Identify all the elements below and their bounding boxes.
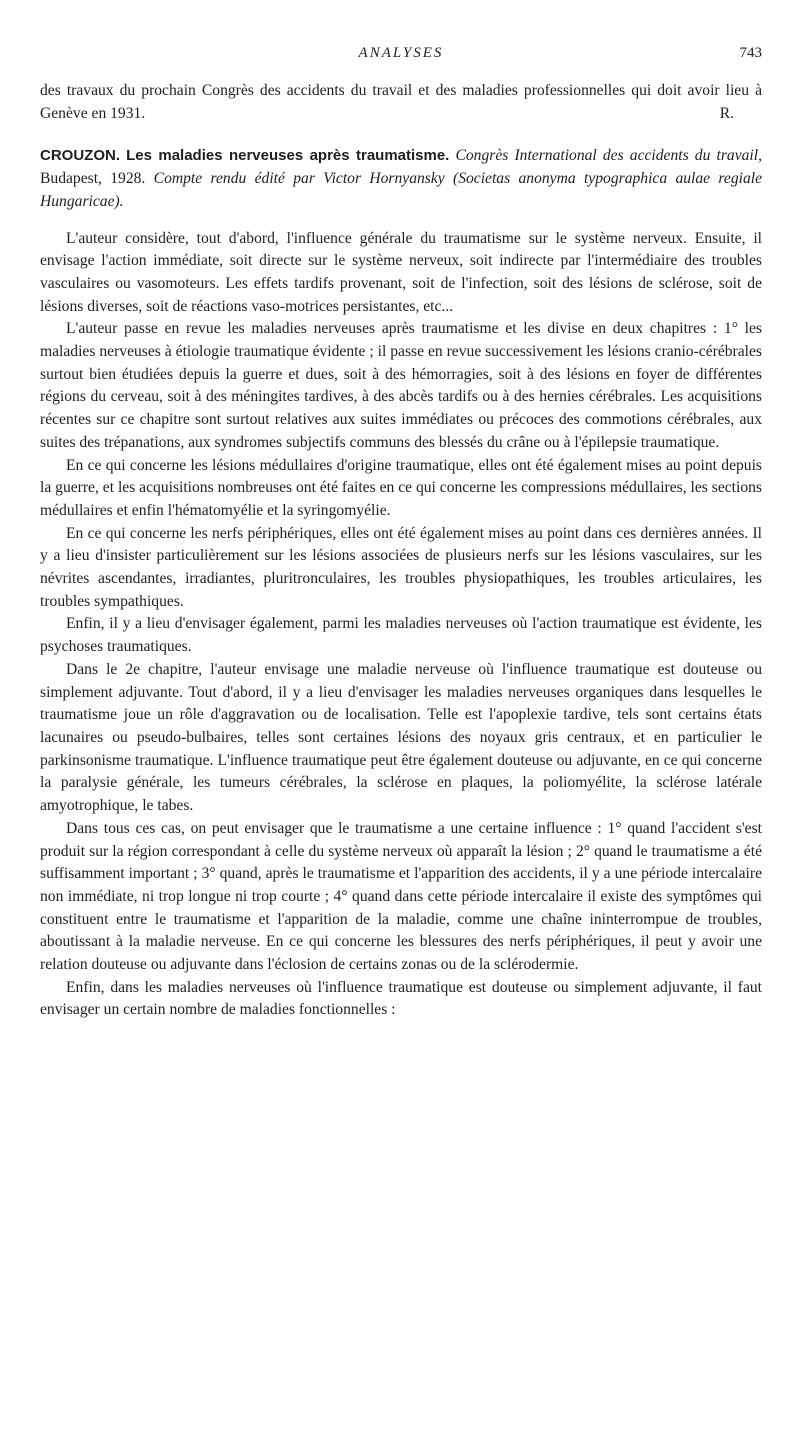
previous-review-text: des travaux du prochain Congrès des accidents du travail et des maladies professionnelles qui doit avoir lieu à Genève en 1931.: [40, 82, 762, 122]
page-number: 743: [739, 45, 762, 61]
page-header: [40, 40, 762, 66]
review-title: Les maladies nerveuses après traumatisme.: [126, 147, 450, 165]
paragraph-5: Enfin, il y a lieu d'envisager également, parmi les maladies nerveuses où l'action traumatique est évidente, les psychoses traumatiques.: [40, 615, 762, 656]
paragraph-7: Dans tous ces cas, on peut envisager que le traumatisme a une certaine influence : 1° quand l'accident s'est produit sur la région correspondant à celle du système nerveux où apparaît la lésion ; 2° quand le traumatisme a été suffisamment important ; 3° quand, après le traumatisme et l'apparition des accidents, il y a une période intercalaire non immédiate, ni trop longue ni trop courte ; 4° quand dans cette période intercalaire il existe des symptômes qui constituent entre le traumatisme et l'apparition de la maladie, comme une chaîne ininterrompue de troubles, aboutissant à la maladie nerveuse. En ce qui concerne les blessures des nerfs périphériques, il peut y avoir une relation douteuse ou adjuvante dans l'éclosion de certains zonas ou de la sclérodermie.: [40, 819, 762, 974]
paragraph-8: Enfin, dans les maladies nerveuses où l'influence traumatique est douteuse ou simplement adjuvante, il faut envisager un certain nombre de maladies fonctionnelles :: [40, 978, 762, 1019]
paragraph-1: L'auteur considère, tout d'abord, l'influence générale du traumatisme sur le système nerveux. Ensuite, il envisage l'action immédiate, soit directe sur le système nerveux, soit indirecte par l'intermédiaire des troubles vasculaires ou vasomoteurs. Les effets tardifs provenant, soit de l'infection, soit des lésions de sclérose, soit de lésions diverses, soit de réactions vaso-motrices persistantes, etc...: [40, 229, 762, 315]
previous-review-ending: [40, 80, 762, 125]
review-heading: [40, 145, 762, 213]
reviewer-signature: R.: [719, 104, 734, 122]
paragraph-4: En ce qui concerne les nerfs périphériques, elles ont été également mises au point dans ces dernières années. Il y a lieu d'insister particulièrement sur les lésions associées de plusieurs nerfs sur les lésions vasculaires, sur les névrites ascendantes, irradiantes, pluritronculaires, les troubles physiopathiques, les troubles articulaires, les troubles sympathiques.: [40, 524, 762, 610]
document-page: [40, 40, 762, 1410]
citation-congress: Congrès International des accidents du travail,: [455, 147, 762, 165]
running-head: ANALYSES: [358, 45, 444, 61]
paragraph-3: En ce qui concerne les lésions médullaires d'origine traumatique, elles ont été également mises au point depuis la guerre, et les acquisitions nombreuses ont été faites en ce qui concerne les compressions médullaires, les sections médullaires et enfin l'hématomyélie et la syringomyélie.: [40, 456, 762, 519]
paragraph-2: L'auteur passe en revue les maladies nerveuses après traumatisme et les divise en deux chapitres : 1° les maladies nerveuses à étiologie traumatique évidente ; il passe en revue successivement les lésions cranio-cérébrales surtout bien étudiées depuis la guerre et dues, soit à des hémorragies, soit à des lésions en foyer de différentes régions du cerveau, soit à des méningites tardives, à des abcès tardifs ou à des hernies cérébrales. Les acquisitions récentes sur ce chapitre sont surtout relatives aux suites immédiates ou précoces des commotions cérébrales, aux suites des trépanations, aux syndromes subjectifs communs des blessés du crâne ou à l'épilepsie traumatique.: [40, 320, 762, 451]
citation-edition: Compte rendu édité par Victor Hornyansky (Societas anonyma typographica aulae regiale Hungaricae).: [40, 170, 762, 210]
paragraph-6: Dans le 2e chapitre, l'auteur envisage une maladie nerveuse où l'influence traumatique est douteuse ou simplement adjuvante. Tout d'abord, il y a lieu d'envisager les maladies nerveuses organiques dans lesquelles le traumatisme joue un rôle d'aggravation ou de localisation. Telle est l'apoplexie tardive, tels sont certains états lacunaires ou pseudo-bulbaires, telles sont certaines lésions des noyaux gris centraux, et en particulier le parkinsonisme traumatique. L'influence traumatique peut être également douteuse ou adjuvante, en ce qui concerne la paralysie générale, les tumeurs cérébrales, la sclérose en plaques, la poliomyélite, la sclérose latérale amyotrophique, le tabes.: [40, 660, 762, 815]
review-author: CROUZON.: [40, 147, 120, 165]
citation-place-year: Budapest, 1928.: [40, 170, 146, 188]
